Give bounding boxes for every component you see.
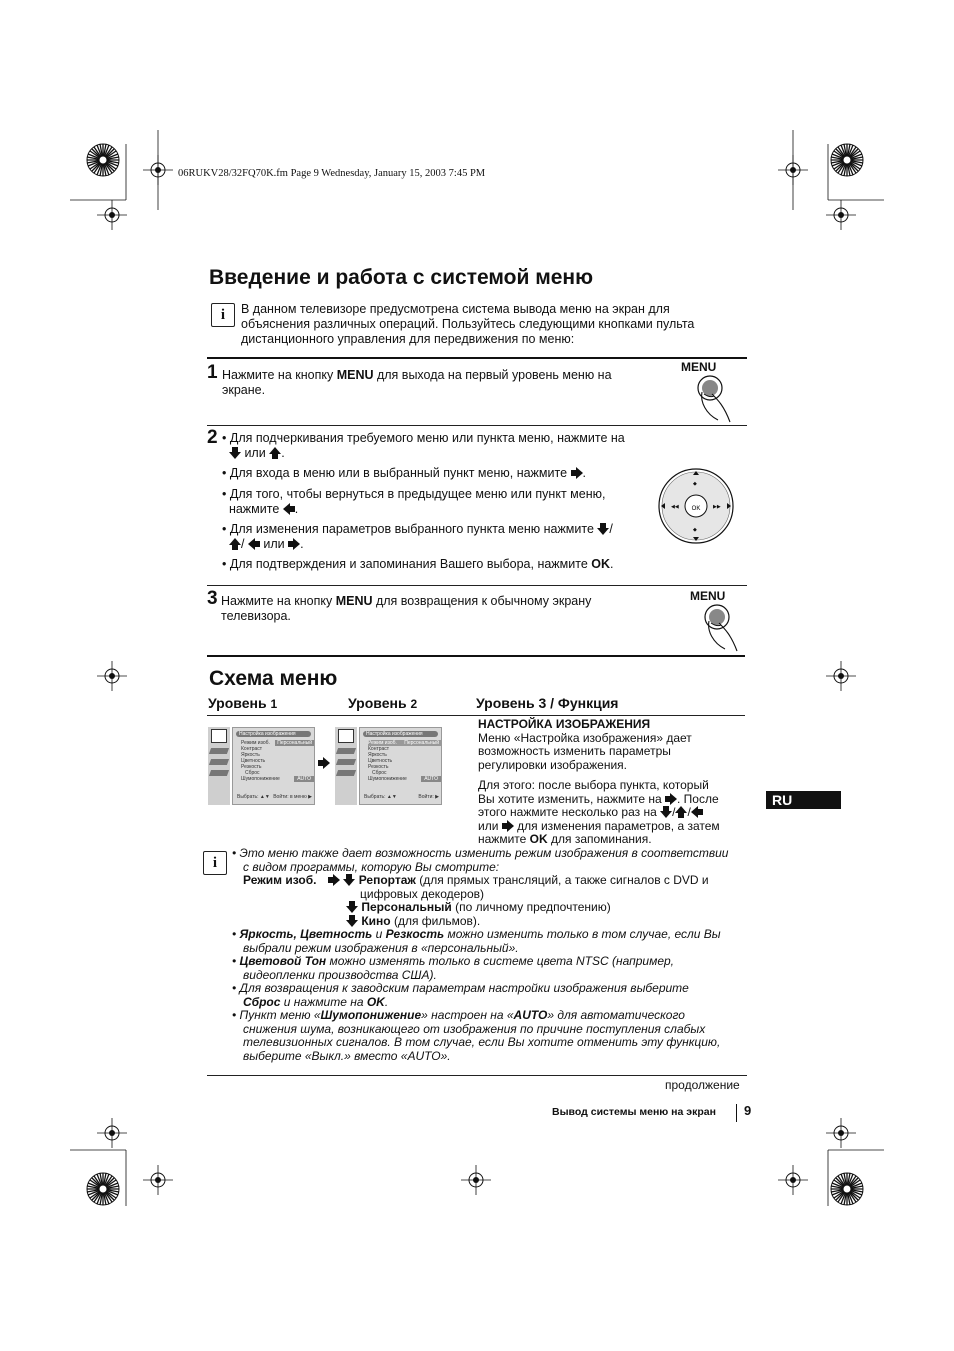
menu-button-hand-icon	[690, 374, 740, 424]
language-tab: RU	[766, 791, 841, 809]
step2-bullet: • Для изменения параметров выбранного пункта меню нажмите / / или .	[222, 522, 613, 551]
right-arrow-icon	[318, 757, 330, 769]
down-arrow-icon	[343, 874, 355, 886]
function-description: НАСТРОЙКА ИЗОБРАЖЕНИЯ Меню «Настройка изображения» дает возможность изменить параметры регулировки изображения. Для этого: после выбора пункта, который Вы хотите изменить, нажмите на . После этого нажмите несколько раз на / / или для изменения параметров, а затем нажмите OK для запоминания.	[478, 718, 743, 847]
step2-bullet: • Для того, чтобы вернуться в предыдущее меню или пункт меню, нажмите .	[222, 487, 606, 516]
info-icon: i	[203, 851, 227, 875]
continued-label: продолжение	[665, 1078, 740, 1092]
right-arrow-icon	[571, 467, 583, 479]
menu-screen-level2	[335, 727, 441, 805]
right-arrow-icon	[288, 538, 300, 550]
menu-panel: Настройка изображения Режим изоб. Персональный Контраст Яркость Цветность Резкость Сброс Шумопонижение AUTO Выбрать: ▲▼ Войти: ▶	[359, 727, 442, 805]
divider	[207, 425, 747, 426]
step1-text: Нажмите на кнопку MENU для выхода на первый уровень меню на экране.	[222, 368, 612, 397]
step2-bullet: • Для подчеркивания требуемого меню или пункта меню, нажмите на или .	[222, 431, 625, 460]
menu-icon-column	[208, 727, 230, 805]
divider	[207, 585, 747, 586]
ok-label: OK	[691, 506, 701, 512]
divider	[207, 357, 747, 359]
divider	[207, 1075, 747, 1076]
footer-divider	[736, 1104, 737, 1122]
remote-navigation-pad-icon	[657, 467, 735, 545]
level2-header: Уровень 2	[348, 695, 418, 711]
left-arrow-icon	[283, 503, 295, 515]
right-arrow-icon	[328, 874, 340, 886]
down-arrow-icon	[229, 447, 241, 459]
up-arrow-icon	[675, 806, 687, 818]
down-arrow-icon	[346, 901, 358, 913]
right-arrow-icon	[665, 793, 677, 805]
footer-section-title: Вывод системы меню на экран	[552, 1106, 716, 1118]
notes: • Это меню также дает возможность изменить режим изображения в соответствии с видом программы, которую Вы смотрите: Режим изоб. Репортаж (для прямых трансляций, а также сигналов с DVD и цифровых декодеров) Персональный (по личному предпочтению) Кино (для фильмов). • Яркость, Цветность и Резкость можно изменить только в том случае, если Вы выбрали режим изображения в «персональный». • Цветовой Тон можно изменять только в системе цвета NTSC (например, видеопленки производства США). • Для возвращения к заводским параметрам настройки изображения выберите Сброс и нажмите на OK. • Пункт меню «Шумопонижение» настроен на «AUTO» для автоматического снижения шума, возникающего от изображения по причине поступления слабых телевизионных сигналов. В том случае, если Вы хотите отменить эту функцию, выберите «Выкл.» вместо «AUTO».	[232, 846, 729, 1063]
svg-text:◀◀: ◀◀	[671, 504, 679, 510]
menu-button-label: MENU	[681, 360, 717, 374]
step3-text: Нажмите на кнопку MENU для возвращения к обычному экрану телевизора.	[221, 594, 592, 623]
page-number: 9	[744, 1103, 752, 1118]
down-arrow-icon	[346, 915, 358, 927]
right-arrow-icon	[502, 820, 514, 832]
svg-text:▶▶: ▶▶	[713, 504, 721, 510]
level3-header: Уровень 3 / Функция	[476, 695, 619, 711]
step-number: 1	[207, 362, 218, 383]
menu-button-label: MENU	[690, 589, 726, 603]
menu-panel: Настройка изображения Режим изоб. Персональный Контраст Яркость Цветность Резкость Сброс Шумопонижение AUTO Выбрать: ▲▼ Войти: в меню ▶	[232, 727, 315, 805]
menu-button-hand-icon	[697, 603, 747, 653]
intro-text: В данном телевизоре предусмотрена система вывода меню на экран для объяснения различных операций. Пользуйтесь следующими кнопками пульта дистанционного управления для передвижения по меню:	[241, 302, 695, 346]
step2-bullet: • Для входа в меню или в выбранный пункт меню, нажмите .	[222, 466, 586, 480]
level1-header: Уровень 1	[208, 695, 278, 711]
print-header: 06RUKV28/32FQ70K.fm Page 9 Wednesday, January 15, 2003 7:45 PM	[178, 168, 486, 179]
svg-text:◆: ◆	[693, 481, 697, 487]
down-arrow-icon	[660, 806, 672, 818]
up-arrow-icon	[269, 447, 281, 459]
up-arrow-icon	[229, 538, 241, 550]
menu-screen-level1	[208, 727, 314, 805]
function-heading: НАСТРОЙКА ИЗОБРАЖЕНИЯ	[478, 717, 651, 731]
left-arrow-icon	[691, 806, 703, 818]
menu-icon-column	[335, 727, 357, 805]
step-number: 3	[207, 588, 218, 609]
step2-bullet: • Для подтверждения и запоминания Вашего выбора, нажмите OK.	[222, 557, 614, 571]
step-number: 2	[207, 427, 218, 448]
section-title: Схема меню	[209, 667, 338, 690]
left-arrow-icon	[248, 538, 260, 550]
svg-text:◆: ◆	[693, 527, 697, 533]
divider	[207, 655, 745, 657]
page-title: Введение и работа с системой меню	[209, 266, 594, 289]
info-icon: i	[211, 303, 235, 327]
down-arrow-icon	[597, 523, 609, 535]
divider	[207, 715, 745, 716]
